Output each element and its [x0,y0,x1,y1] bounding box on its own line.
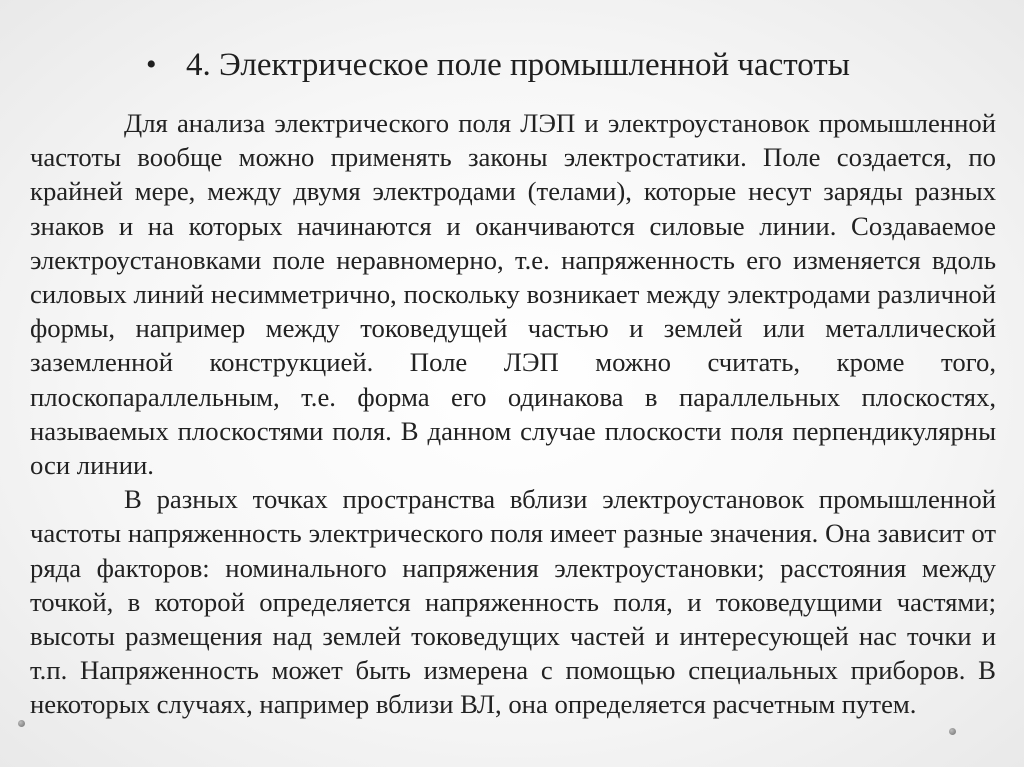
decorative-dot-icon [18,720,25,727]
paragraph-1: Для анализа электрического поля ЛЭП и электроустановок промышленной частоты вообще можно применять законы электростатики. Поле создается, по крайней мере, между двумя электродами (телами), которые несут заряды разных знаков и на которых начинаются и оканчиваются силовые линии. Создаваемое электроустановками поле неравномерно, т.е. напряженность его изменяется вдоль силовых линий несимметрично, поскольку возникает между электродами различной формы, например между токоведущей частью и землей или металлической заземленной конструкцией. Поле ЛЭП можно считать, кроме того, плоскопараллельным, т.е. форма его одинакова в параллельных плоскостях, называемых плоскостями поля. В данном случае плоскости поля перпендикулярны оси линии. [30,108,996,481]
paragraph-2: В разных точках пространства вблизи электроустановок промышленной частоты напряженность электрического поля имеет разные значения. Она зависит от ряда факторов: номинального напряжения электроустановки; расстояния между точкой, в которой определяется напряженность поля, и токоведущими частями; высоты размещения над землей токоведущих частей и интересующей нас точки и т.п. Напряженность может быть измерена с помощью специальных приборов. В некоторых случаях, например вблизи ВЛ, она определяется расчетным путем. [30,484,996,720]
decorative-dot-icon [949,728,956,735]
slide-title [146,40,1006,90]
title-bullet: • [146,48,157,81]
body-text [30,106,996,722]
title-text: 4. Электрическое поле промышленной частоты [186,46,850,83]
